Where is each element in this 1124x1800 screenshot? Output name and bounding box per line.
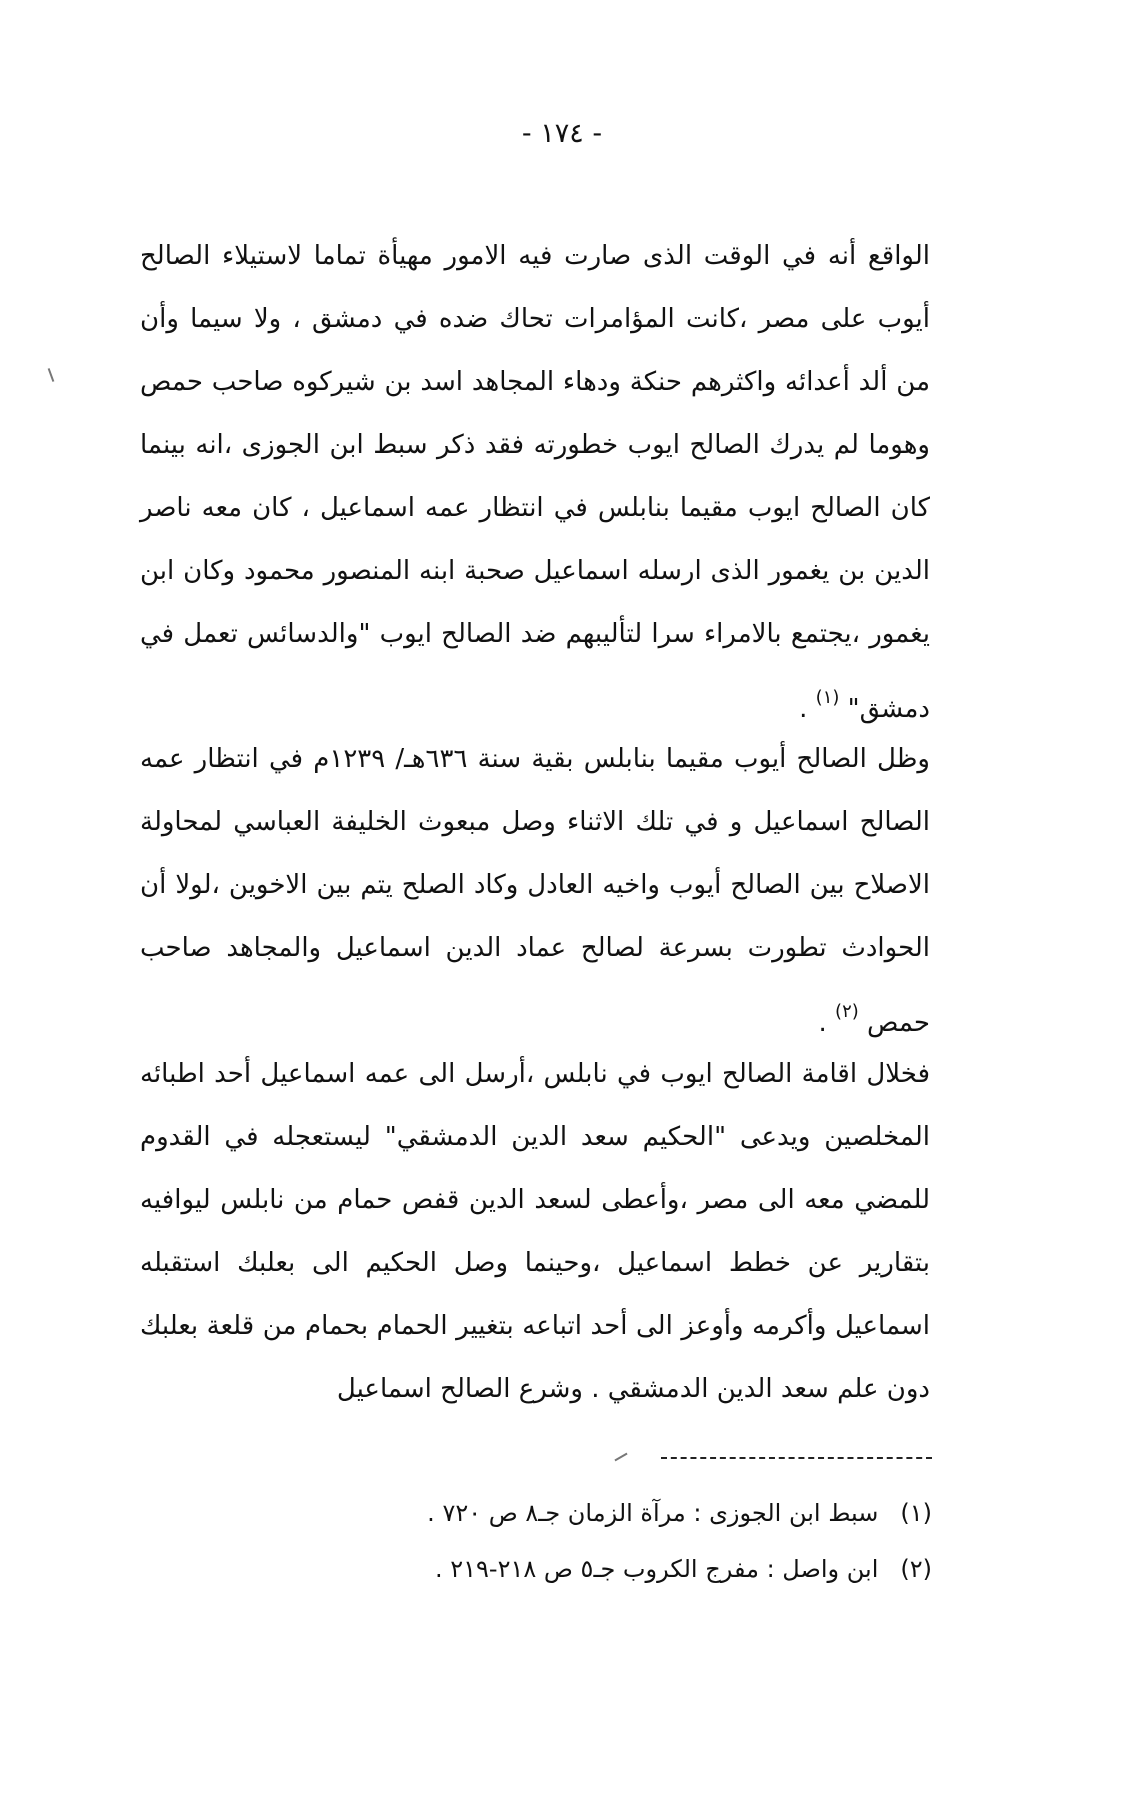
footnote-1 <box>300 1485 932 1541</box>
footnote-reference: (١) <box>815 687 840 708</box>
footnote-reference: (٢) <box>835 1001 859 1022</box>
footnote-separator <box>661 1457 932 1459</box>
paragraph-2 <box>140 728 930 1055</box>
footnote-text: ابن واصل : مفرج الكروب جـ٥ ص ٢١٨-٢١٩ . <box>434 1555 879 1583</box>
footnote-text: سبط ابن الجوزى : مرآة الزمان جـ٨ ص ٧٢٠ . <box>427 1499 879 1527</box>
scan-speck <box>614 1453 627 1462</box>
paragraph-end: . <box>818 1008 827 1038</box>
paragraph-text: الواقع أنه في الوقت الذى صارت فيه الامور مهيأة تماما لاستيلاء الصالح أيوب على مصر ،كانت المؤامرات تحاك ضده في دمشق ، ولا سيما وأن من ألد أعدائه واكثرهم حنكة ودهاء المجاهد اسد بن شيركوه صاحب حمص وهوما لم يدرك الصالح ايوب خطورته فقد ذكر سبط ابن الجوزى ،انه بينما كان الصالح ايوب مقيما بنابلس في انتظار عمه اسماعيل ، كان معه ناصر الدين بن يغمور الذى ارسله اسماعيل صحبة ابنه المنصور محمود وكان ابن يغمور ،يجتمع بالامراء سرا لتأليبهم ضد الصالح ايوب "والدسائس تعمل في دمشق" <box>140 241 930 724</box>
footnote-2 <box>300 1541 932 1597</box>
footnotes <box>300 1485 932 1597</box>
paragraph-text: وظل الصالح أيوب مقيما بنابلس بقية سنة ٦٣٦هـ/ ١٢٣٩م في انتظار عمه الصالح اسماعيل و في تلك الاثناء وصل مبعوث الخليفة العباسي لمحاولة الاصلاح بين الصالح أيوب واخيه العادل وكاد الصلح يتم بين الاخوين ،لولا أن الحوادث تطورت بسرعة لصالح عماد الدين اسماعيل والمجاهد صاحب حمص <box>140 744 930 1038</box>
page-number: - ١٧٤ - <box>521 118 603 149</box>
paragraph-1 <box>140 225 930 741</box>
scan-speck <box>48 368 55 382</box>
paragraph-3 <box>140 1043 930 1421</box>
paragraph-text: فخلال اقامة الصالح ايوب في نابلس ،أرسل الى عمه اسماعيل أحد اطبائه المخلصين ويدعى "الحكيم سعد الدين الدمشقي" ليستعجله في القدوم للمضي معه الى مصر ،وأعطى لسعد الدين قفص حمام من نابلس ليوافيه بتقارير عن خطط اسماعيل ،وحينما وصل الحكيم الى بعلبك استقبله اسماعيل وأكرمه وأوعز الى أحد اتباعه بتغيير الحمام بحمام من قلعة بعلبك دون علم سعد الدين الدمشقي . وشرع الصالح اسماعيل <box>140 1059 930 1404</box>
paragraph-end: . <box>799 694 808 724</box>
footnote-number: (١) <box>900 1499 932 1527</box>
footnote-number: (٢) <box>900 1555 932 1583</box>
